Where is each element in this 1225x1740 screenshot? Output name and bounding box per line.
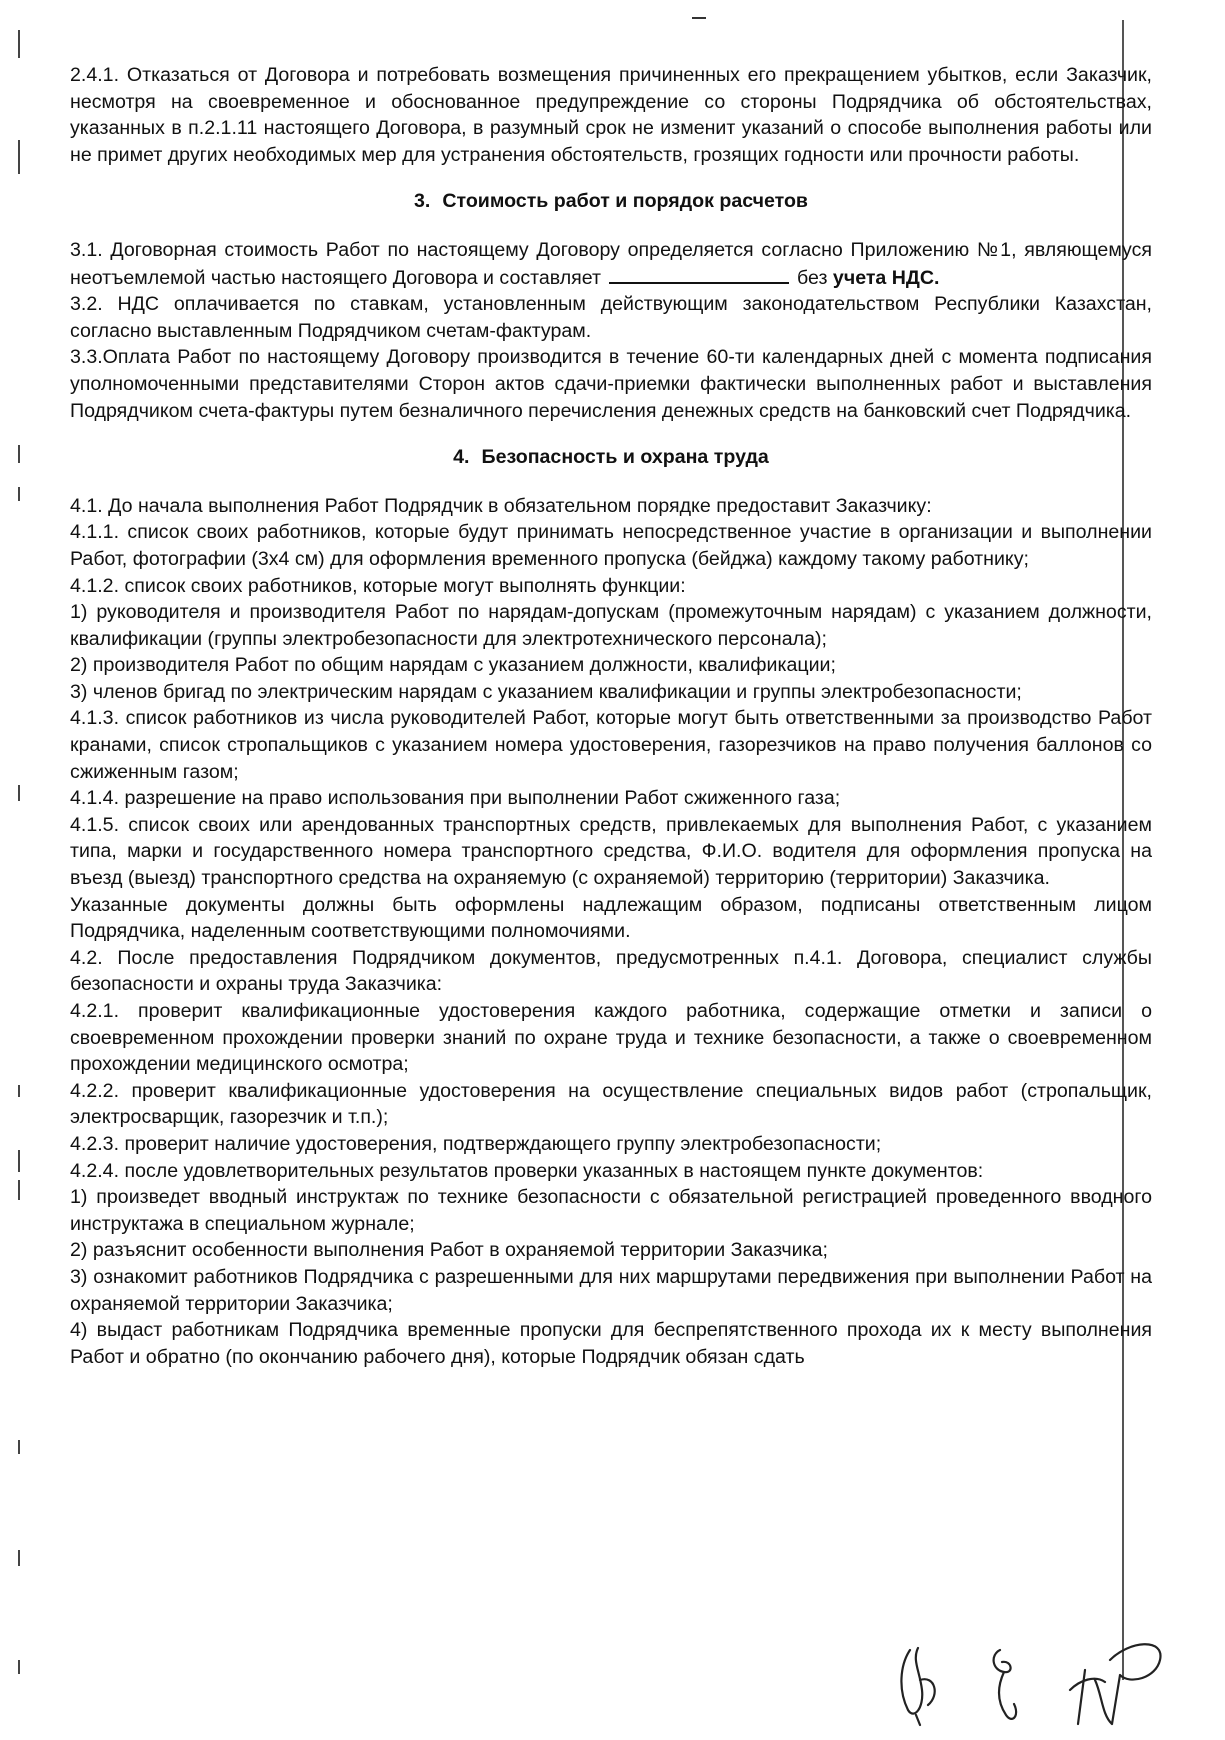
paragraph-3-3: 3.3.Оплата Работ по настоящему Договору производится в течение 60-ти календарных дней с момента подписания уполномоченными представителями Сторон актов сдачи-приемки фактически выполненных работ и выставления Подрядчиком счета-фактуры путем безналичного перечисления денежных средств на банковский счет Подрядчика. [70, 346, 1152, 422]
paragraph: Указанные документы должны быть оформлены надлежащим образом, подписаны ответственным лицом Подрядчика, наделенным соответствующими полномочиями. [70, 893, 1152, 943]
paragraph: 2) производителя Работ по общим нарядам с указанием должности, квалификации; [70, 654, 836, 677]
scan-artifact-left-tick [18, 1150, 20, 1172]
paragraph: 2) разъяснит особенности выполнения Работ в охраняемой территории Заказчика; [70, 1239, 828, 1262]
scan-artifact-left-tick [18, 1180, 20, 1200]
paragraph: 4.2. После предоставления Подрядчиком документов, предусмотренных п.4.1. Договора, специалист службы безопасности и охраны труда Заказчика: [70, 946, 1152, 996]
paragraph-2-4-1: 2.4.1. Отказаться от Договора и потребовать возмещения причиненных его прекращением убытков, если Заказчик, несмотря на своевременное и обоснованное предупреждение со стороны Подрядчика об обстоятельствах, указанных в п.2.1.11 настоящего Договора, в разумный срок не изменит указаний о способе выполнения работы или не примет других необходимых мер для устранения обстоятельств, грозящих годности или прочности работы. [70, 64, 1152, 166]
document-body [70, 62, 1152, 1370]
paragraph: 4) выдаст работникам Подрядчика временные пропуски для беспрепятственного прохода их к месту выполнения Работ и обратно (по окончанию рабочего дня), которые Подрядчик обязан сдать [70, 1319, 1152, 1368]
scan-artifact-left-tick [18, 30, 20, 58]
section-4-number: 4. [453, 446, 470, 469]
paragraph: 4.1.2. список своих работников, которые могут выполнять функции: [70, 574, 686, 597]
paragraph-3-1-text: 3.1. Договорная стоимость Работ по настоящему Договору определяется согласно Приложению №1, являющемуся неотъемлемой частью настоящего Договора и составляет [70, 238, 1152, 289]
scan-artifact-left-tick [18, 785, 20, 801]
scan-artifact-left-tick [18, 1550, 20, 1566]
paragraph: 3) членов бригад по электрическим нарядам с указанием квалификации и группы электробезопасности; [70, 680, 1022, 703]
section-3-title: Стоимость работ и порядок расчетов [442, 190, 808, 213]
paragraph: 4.2.2. проверит квалификационные удостоверения на осуществление специальных видов работ (стропальщик, электросварщик, газорезчик и т.п.); [70, 1079, 1152, 1129]
paragraph: 4.1.1. список своих работников, которые будут принимать непосредственное участие в организации и выполнении Работ, фотографии (3х4 см) для оформления временного пропуска (бейджа) каждому такому работнику; [70, 521, 1152, 570]
scan-artifact-left-tick [18, 1085, 20, 1097]
amount-blank-field [609, 264, 789, 284]
section-4-heading [70, 444, 1152, 471]
paragraph: 4.2.4. после удовлетворительных результатов проверки указанных в настоящем пункте документов: [70, 1159, 984, 1182]
section-4-title: Безопасность и охрана труда [481, 446, 769, 469]
paragraph: 4.1.3. список работников из числа руководителей Работ, которые могут быть ответственными за производство Работ кранами, список стропальщиков с указанием номера удостоверения, газорезчиков на право получения баллонов со сжиженным газом; [70, 707, 1152, 783]
paragraph: 4.1. До начала выполнения Работ Подрядчик в обязательном порядке предоставит Заказчику: [70, 494, 932, 517]
paragraph: 1) произведет вводный инструктаж по технике безопасности с обязательной регистрацией проведенного вводного инструктажа в специальном журнале; [70, 1186, 1152, 1235]
scan-artifact-left-tick [18, 487, 20, 501]
paragraph: 4.2.1. проверит квалификационные удостоверения каждого работника, содержащие отметки и записи о своевременном прохождении проверки знаний по охране труда и технике безопасности, а также о своевременном прохождении медицинского осмотра; [70, 1000, 1152, 1076]
section-3-heading [70, 188, 1152, 215]
paragraph-3-1 [70, 237, 1152, 291]
paragraph: 3) ознакомит работников Подрядчика с разрешенными для них маршрутами передвижения при выполнении Работ на охраняемой территории Заказчика; [70, 1265, 1152, 1315]
paragraph-3-1-bold: учета НДС. [832, 266, 940, 289]
section-3-number: 3. [414, 190, 431, 213]
paragraph: 4.1.4. разрешение на право использования при выполнении Работ сжиженного газа; [70, 787, 841, 810]
scan-artifact-left-tick [18, 140, 20, 174]
paragraph-3-1-end: без [797, 266, 828, 289]
paragraph: 1) руководителя и производителя Работ по нарядам-допускам (промежуточным нарядам) с указанием должности, квалификации (группы электробезопасности для электротехнического персонала); [70, 601, 1152, 650]
scan-artifact-left-tick [18, 445, 20, 463]
scan-artifact-left-tick [18, 1440, 20, 1454]
paragraph: 4.1.5. список своих или арендованных транспортных средств, привлекаемых для выполнения Работ, с указанием типа, марки и государственного номера транспортного средства, Ф.И.О. водителя для оформления пропуска на въезд (выезд) транспортного средства на охраняемую (с охраняемой) территорию (территории) Заказчика. [70, 813, 1152, 890]
paragraph-3-2: 3.2. НДС оплачивается по ставкам, установленным действующим законодательством Республики Казахстан, согласно выставленным Подрядчиком счетам-фактурам. [70, 293, 1152, 342]
scan-artifact-left-tick [18, 1660, 20, 1674]
paragraph: 4.2.3. проверит наличие удостоверения, подтверждающего группу электробезопасности; [70, 1132, 882, 1155]
signature-initials-icon [880, 1620, 1180, 1730]
scan-artifact-top [692, 17, 706, 19]
